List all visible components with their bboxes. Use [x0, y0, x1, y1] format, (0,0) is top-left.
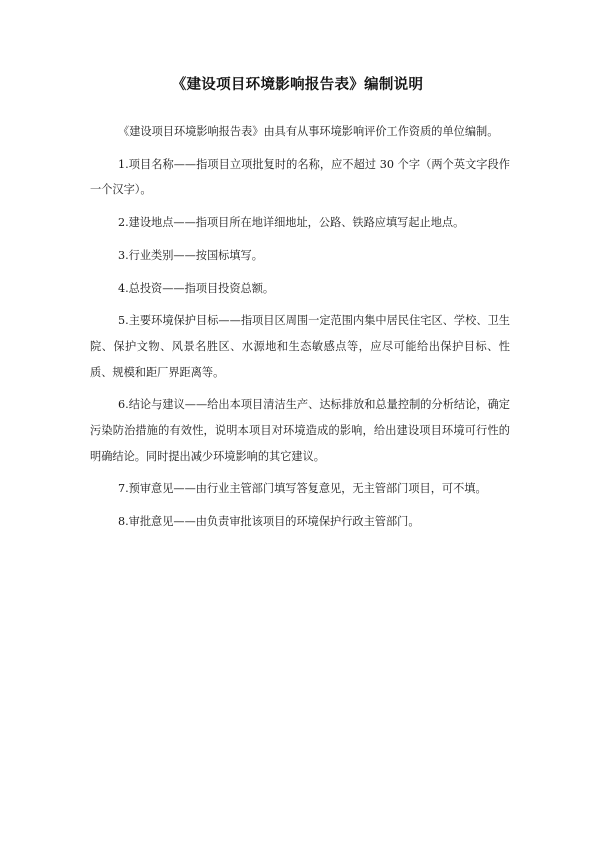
paragraph-location: 2.建设地点——指项目所在地详细地址，公路、铁路应填写起止地点。: [118, 216, 465, 230]
paragraph-protection-targets: 5.主要环境保护目标——指项目区周围一定范围内集中居民住宅区、学校、卫生院、保护文物、风景名胜区、水源地和生态敏感点等，应尽可能给出保护目标、性质、规模和距厂界距离等。: [90, 314, 510, 379]
paragraph-conclusions: 6.结论与建议——给出本项目清洁生产、达标排放和总量控制的分析结论，确定污染防治措施的有效性，说明本项目对环境造成的影响，给出建设项目环境可行性的明确结论。同时提出减少环境影响的其它建议。: [90, 398, 510, 463]
paragraph-approval: 8.审批意见——由负责审批该项目的环境保护行政主管部门。: [118, 515, 420, 529]
paragraph-intro: 《建设项目环境影响报告表》由具有从事环境影响评价工作资质的单位编制。: [118, 125, 499, 138]
paragraph-project-name: 1.项目名称——指项目立项批复时的名称，应不超过 30 个字（两个英文字段作一个汉字）。: [90, 157, 510, 197]
paragraph-pre-review: 7.预审意见——由行业主管部门填写答复意见，无主管部门项目，可不填。: [118, 482, 487, 496]
document-title: 《建设项目环境影响报告表》编制说明: [171, 77, 424, 93]
document-body: [90, 119, 510, 542]
paragraph-total-investment: 4.总投资——指项目投资总额。: [118, 281, 275, 295]
paragraph-industry-category: 3.行业类别——按国标填写。: [118, 248, 263, 262]
